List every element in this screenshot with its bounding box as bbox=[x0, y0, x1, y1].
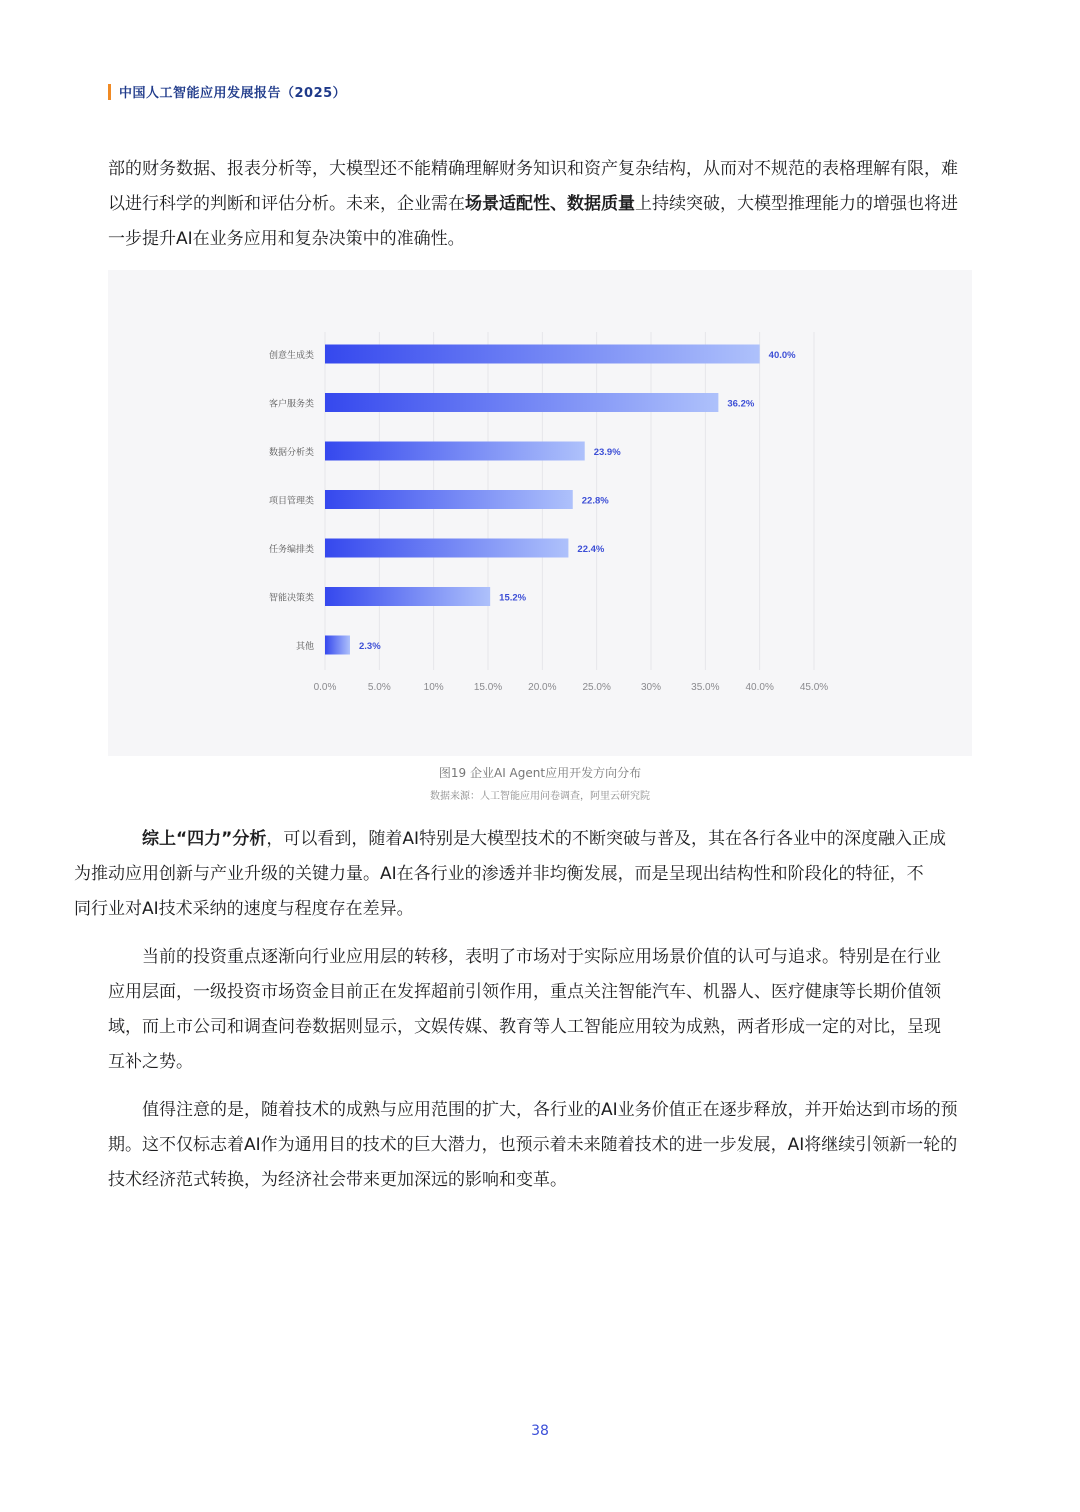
x-tick-label: 40.0% bbox=[745, 682, 774, 693]
value-label: 2.3% bbox=[358, 641, 381, 652]
category-label: 数据分析类 bbox=[268, 448, 314, 458]
x-tick-label: 25.0% bbox=[582, 682, 611, 693]
x-tick-label: 45.0% bbox=[799, 682, 829, 693]
x-tick-label: 5.0% bbox=[367, 682, 391, 693]
chart-panel bbox=[108, 270, 972, 756]
investment-line-3: 域，而上市公司和调查问卷数据则显示，文娱传媒、教育等人工智能应用较为成熟，两者形成一定的对比，呈现 bbox=[108, 1017, 941, 1037]
bar bbox=[325, 393, 718, 412]
bar bbox=[325, 442, 585, 461]
x-tick-label: 30% bbox=[640, 682, 662, 693]
report-header bbox=[108, 82, 346, 101]
value-label: 23.9% bbox=[593, 447, 621, 458]
intro-emphasis: 场景适配性、数据质量 bbox=[465, 194, 635, 214]
value-label: 36.2% bbox=[727, 398, 755, 410]
bar bbox=[325, 587, 490, 606]
value-label: 22.8% bbox=[581, 495, 609, 507]
x-tick-label: 10% bbox=[423, 682, 444, 693]
x-tick-label: 35.0% bbox=[691, 682, 720, 693]
bar bbox=[325, 345, 760, 364]
figure-caption: 图19 企业AI Agent应用开发方向分布 bbox=[438, 766, 642, 780]
outlook-paragraph bbox=[108, 1093, 972, 1198]
intro-line-2c: 上持续突破，大模型推理能力的增强也将进 bbox=[635, 194, 958, 214]
x-tick-label: 15.0% bbox=[473, 682, 503, 693]
outlook-line-3: 技术经济范式转换，为经济社会带来更加深远的影响和变革。 bbox=[108, 1170, 567, 1190]
outlook-line-2: 期。这不仅标志着AI作为通用目的技术的巨大潜力，也预示着未来随着技术的进一步发展，AI将继续引领新一轮的 bbox=[108, 1135, 958, 1155]
category-label: 智能决策类 bbox=[268, 593, 314, 604]
intro-paragraph bbox=[108, 152, 972, 257]
figure-source: 数据来源：人工智能应用问卷调查，阿里云研究院 bbox=[430, 791, 650, 802]
investment-line-1: 当前的投资重点逐渐向行业应用层的转移，表明了市场对于实际应用场景价值的认可与追求。特别是在行业 bbox=[142, 947, 941, 967]
report-title: 中国人工智能应用发展报告（2025） bbox=[119, 86, 347, 101]
category-label: 客户服务类 bbox=[268, 399, 314, 410]
bar bbox=[325, 539, 568, 558]
bar bbox=[325, 636, 350, 655]
summary-line-1: ，可以看到，随着AI特别是大模型技术的不断突破与普及，其在各行各业中的深度融入正成 bbox=[266, 829, 947, 849]
summary-line-3: 同行业对AI技术采纳的速度与程度存在差异。 bbox=[74, 899, 414, 919]
value-label: 22.4% bbox=[577, 544, 605, 555]
intro-line-2a: 以进行科学的判断和评估分析。未来，企业需在 bbox=[108, 194, 465, 214]
investment-line-2: 应用层面，一级投资市场资金目前正在发挥超前引领作用，重点关注智能汽车、机器人、医疗健康等长期价值领 bbox=[108, 982, 941, 1002]
category-label: 创意生成类 bbox=[268, 351, 314, 361]
value-label: 15.2% bbox=[499, 592, 527, 604]
investment-paragraph bbox=[108, 940, 972, 1080]
value-label: 40.0% bbox=[768, 350, 796, 361]
outlook-line-1: 值得注意的是，随着技术的成熟与应用范围的扩大，各行业的AI业务价值正在逐步释放，并开始达到市场的预 bbox=[142, 1100, 958, 1120]
summary-emphasis: 综上“四力”分析 bbox=[142, 829, 267, 849]
category-label: 其他 bbox=[295, 642, 314, 652]
bar bbox=[325, 490, 573, 509]
category-label: 任务编排类 bbox=[268, 545, 314, 555]
page-number: 38 bbox=[531, 1423, 549, 1439]
intro-line-1: 部的财务数据、报表分析等，大模型还不能精确理解财务知识和资产复杂结构，从而对不规范的表格理解有限，难 bbox=[108, 159, 958, 179]
header-accent-bar bbox=[108, 84, 111, 100]
agent-direction-bar-chart bbox=[108, 270, 972, 756]
category-label: 项目管理类 bbox=[268, 496, 314, 507]
x-tick-label: 0.0% bbox=[313, 682, 337, 693]
x-tick-label: 20.0% bbox=[528, 682, 557, 693]
summary-paragraph bbox=[74, 822, 972, 927]
intro-line-3: 一步提升AI在业务应用和复杂决策中的准确性。 bbox=[108, 229, 465, 249]
investment-line-4: 互补之势。 bbox=[108, 1052, 193, 1072]
summary-line-2: 为推动应用创新与产业升级的关键力量。AI在各行业的渗透并非均衡发展，而是呈现出结构性和阶段化的特征，不 bbox=[74, 864, 924, 884]
